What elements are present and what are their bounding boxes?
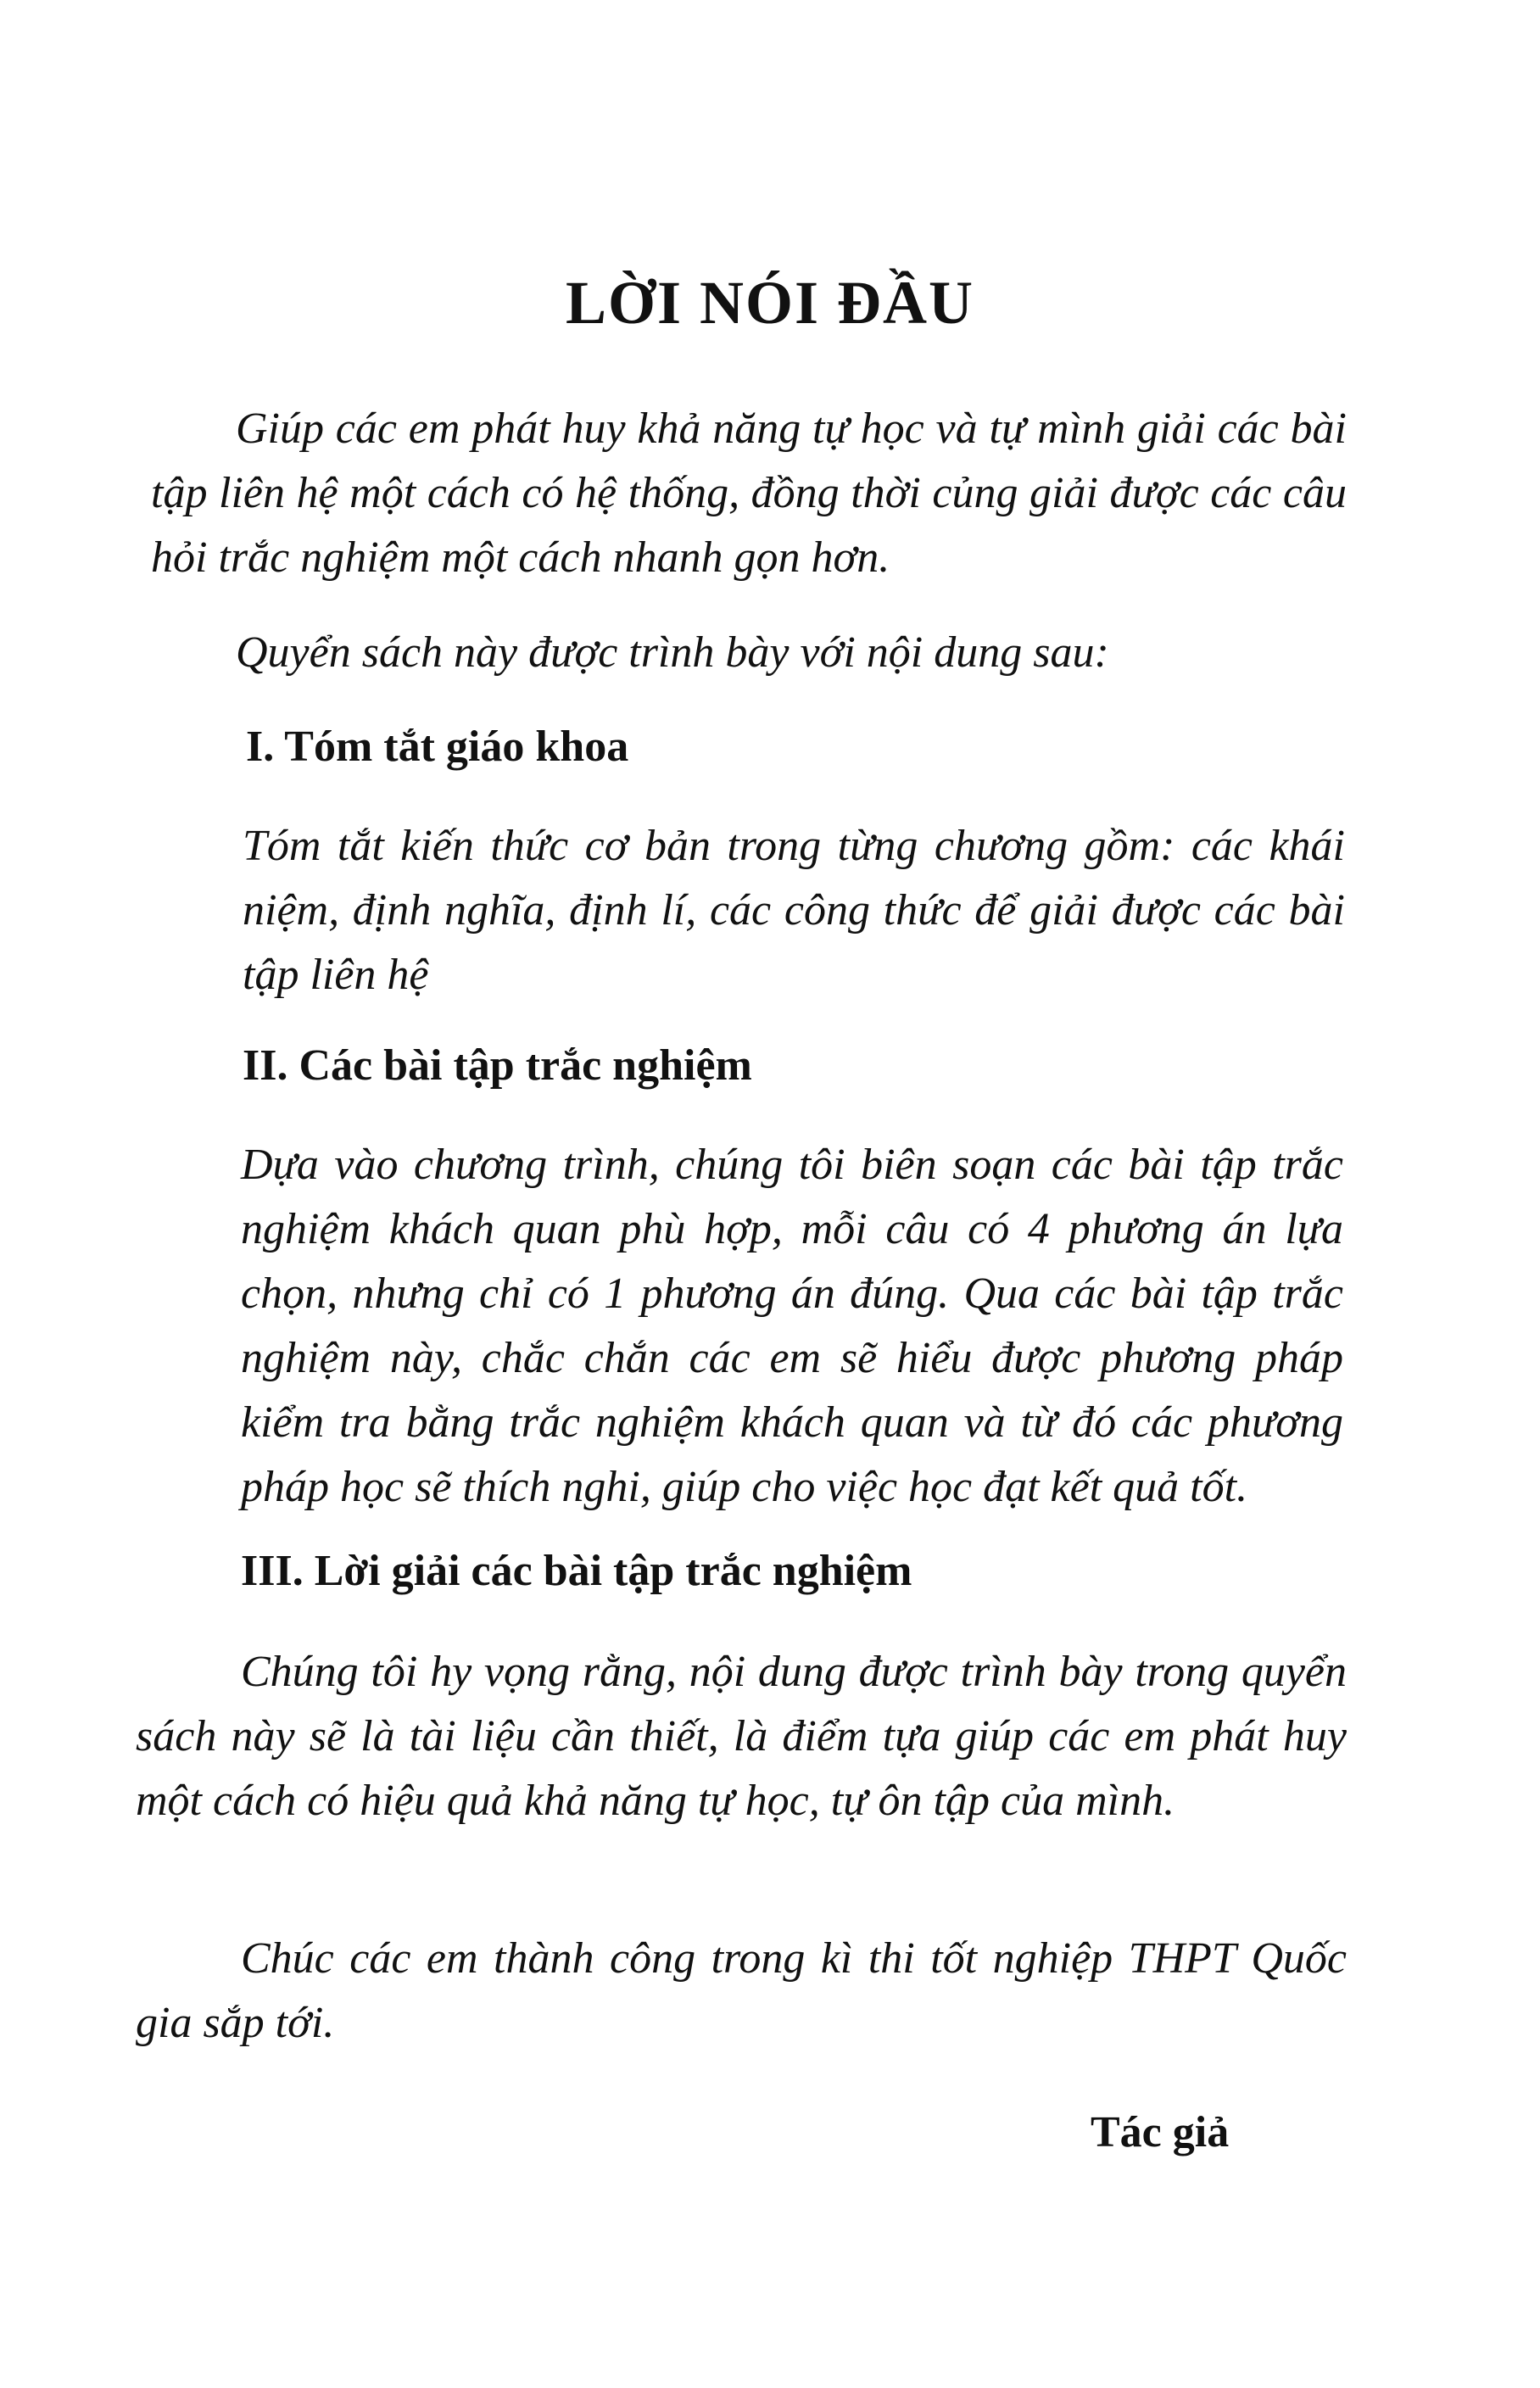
section-heading-1: I. Tóm tắt giáo khoa	[246, 723, 629, 771]
intro-paragraph: Giúp các em phát huy khả năng tự học và tự mình giải các bài tập liên hệ một cách có hệ thống, đồng thời củng giải được các câu hỏi trắc nghiệm một cách nhanh gọn hơn.	[151, 405, 1347, 582]
page-title: LỜI NÓI ĐẦU	[565, 269, 975, 337]
section-body-2: Dựa vào chương trình, chúng tôi biên soạn các bài tập trắc nghiệm khách quan phù hợp, mỗi câu có 4 phương án lựa chọn, nhưng chỉ có 1 phương án đúng. Qua các bài tập trắc nghiệm này, chắc chắn các em sẽ hiểu được phương pháp kiểm tra bằng trắc nghiệm khách quan và từ đó các phương pháp học sẽ thích nghi, giúp cho việc học đạt kết quả tốt.	[241, 1141, 1343, 1511]
author-signature: Tác giả	[1091, 2108, 1230, 2156]
contents-intro: Quyển sách này được trình bày với nội dung sau:	[236, 628, 1109, 677]
section-heading-3: III. Lời giải các bài tập trắc nghiệm	[241, 1547, 912, 1595]
section-heading-2: II. Các bài tập trắc nghiệm	[243, 1041, 752, 1090]
section-body-3: Chúng tôi hy vọng rằng, nội dung được trình bày trong quyển sách này sẽ là tài liệu cần thiết, là điểm tựa giúp các em phát huy một cách có hiệu quả khả năng tự học, tự ôn tập của mình.	[136, 1648, 1347, 1825]
section-body-1: Tóm tắt kiến thức cơ bản trong từng chương gồm: các khái niệm, định nghĩa, định lí, các công thức để giải được các bài tập liên hệ	[243, 822, 1345, 999]
closing-paragraph: Chúc các em thành công trong kì thi tốt nghiệp THPT Quốc gia sắp tới.	[136, 1934, 1347, 2047]
